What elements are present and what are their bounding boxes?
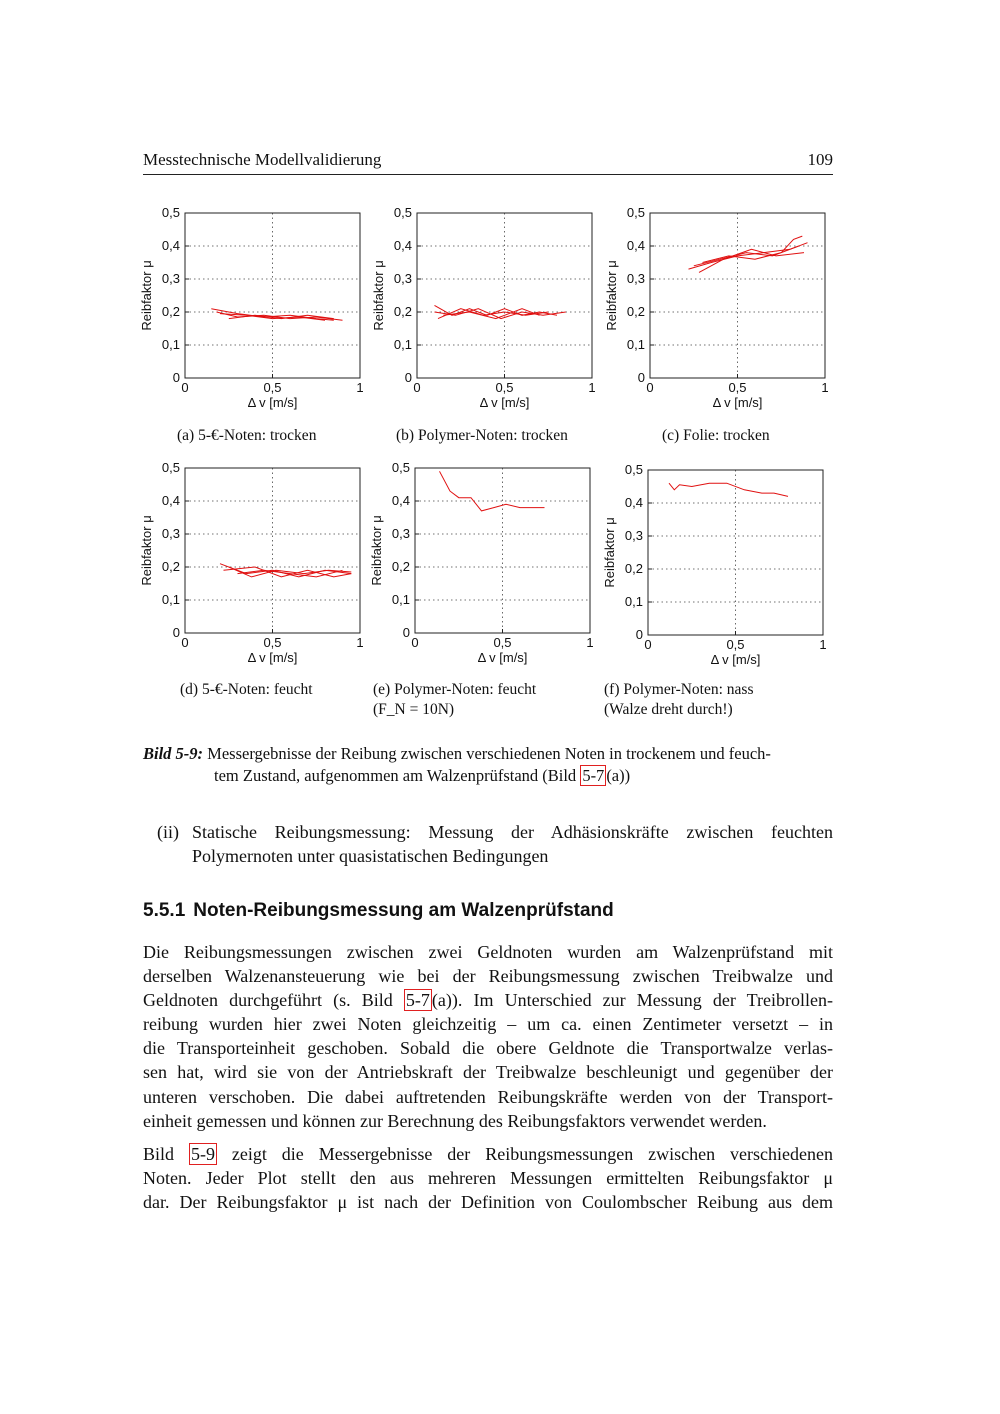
x-tick-label: 0 [644,637,652,652]
x-tick-label: 0,5 [726,637,745,652]
y-tick-label: 0,5 [161,460,180,475]
y-tick-label: 0 [637,370,645,385]
paragraph-line: einheit gemessen und können zur Berechnung des Reibungsfaktors verwendet werden. [143,1110,767,1131]
y-tick-label: 0 [404,370,412,385]
paragraph-line: unteren verschoben. Die dabei auftretenden Reibungskräfte werden von der Transport- [143,1086,833,1107]
y-tick-label: 0,2 [626,304,645,319]
y-axis-label: Reibfaktor μ [604,260,619,331]
x-tick-label: 0 [411,635,419,650]
paragraph-line [143,988,833,1012]
subcaption-d: (d) 5-€-Noten: feucht [180,681,313,698]
plot-a [140,203,375,418]
y-tick-label: 0,1 [624,594,643,609]
y-tick-label: 0,4 [161,238,180,253]
paragraph-text: Bild [143,1144,189,1164]
data-series-line [669,483,788,496]
y-tick-label: 0,4 [624,495,643,510]
subcaption-e: (e) Polymer-Noten: feucht [373,681,537,698]
x-tick-label: 1 [821,380,829,395]
y-axis-label: Reibfaktor μ [371,260,386,331]
figure-ref-link[interactable]: 5-7 [582,766,605,785]
paragraph-1 [143,940,833,1133]
figure-ref-link[interactable]: 5-9 [190,1144,215,1164]
y-tick-label: 0,1 [393,337,412,352]
y-tick-label: 0,2 [391,559,410,574]
plot-c [605,203,840,418]
y-axis-label: Reibfaktor μ [602,517,617,588]
y-tick-label: 0,3 [161,271,180,286]
y-tick-label: 0,1 [391,592,410,607]
x-tick-label: 1 [819,637,827,652]
y-tick-label: 0 [172,370,180,385]
plot-f [603,460,838,675]
y-tick-label: 0,3 [391,526,410,541]
y-tick-label: 0,5 [391,460,410,475]
y-axis-label: Reibfaktor μ [139,260,154,331]
section-heading [143,900,614,922]
x-tick-label: 0 [413,380,421,395]
y-tick-label: 0,5 [624,462,643,477]
y-tick-label: 0,4 [161,493,180,508]
subcaption-f-line2: (Walze dreht durch!) [604,701,733,718]
x-tick-label: 0,5 [263,380,282,395]
subcaption-f: (f) Polymer-Noten: nass [604,681,754,698]
x-axis-label: Δ v [m/s] [477,650,528,665]
paragraph-2 [143,1142,833,1214]
figure-caption [143,743,833,787]
y-tick-label: 0,2 [393,304,412,319]
subcaption-b: (b) Polymer-Noten: trocken [396,427,568,444]
data-series-line [440,471,545,511]
x-axis-label: Δ v [m/s] [247,650,298,665]
paragraph-text: Geldnoten durchgeführt (s. Bild [143,990,404,1011]
x-axis-label: Δ v [m/s] [247,395,298,410]
paragraph-line: dar. Der Reibungsfaktor μ ist nach der Definition von Coulombscher Reibung aus dem [143,1192,833,1213]
paragraph-line: Noten. Jeder Plot stellt den aus mehreren Messungen ermittelten Reibungsfaktor μ [143,1168,833,1189]
y-tick-label: 0,4 [626,238,645,253]
list-item-number: (ii) [157,822,179,842]
y-tick-label: 0,3 [626,271,645,286]
y-axis-label: Reibfaktor μ [139,515,154,586]
x-tick-label: 0,5 [263,635,282,650]
page-header [143,150,833,175]
data-series-line [689,243,808,269]
x-tick-label: 0,5 [493,635,512,650]
y-tick-label: 0,1 [161,592,180,607]
paragraph-line: derselben Walzenansteuerung wie bei der Reibungsmessung zwischen Treibwalze und [143,966,833,987]
y-tick-label: 0 [172,625,180,640]
plot-b [372,203,607,418]
x-axis-label: Δ v [m/s] [479,395,530,410]
y-tick-label: 0,5 [393,205,412,220]
y-tick-label: 0,3 [161,526,180,541]
y-tick-label: 0,2 [161,304,180,319]
plot-d [140,458,375,673]
paragraph-line: sen hat, wird sie von der Antriebskraft der Treibwalze beschleunigt und gegenüber der [143,1062,833,1083]
x-tick-label: 0 [181,380,189,395]
y-tick-label: 0,1 [161,337,180,352]
figure-label: Bild 5-9: [143,744,204,763]
figure-caption-line2: tem Zustand, aufgenommen am Walzenprüfstand (Bild [214,766,581,785]
x-axis-label: Δ v [m/s] [710,652,761,667]
y-tick-label: 0,4 [391,493,410,508]
y-tick-label: 0,3 [624,528,643,543]
x-tick-label: 1 [356,380,364,395]
y-axis-label: Reibfaktor μ [369,515,384,586]
x-tick-label: 0 [181,635,189,650]
paragraph-line [143,1142,833,1166]
section-title: Noten-Reibungsmessung am Walzenprüfstand [193,900,614,921]
x-tick-label: 0,5 [728,380,747,395]
y-tick-label: 0 [635,627,643,642]
paragraph-line: die Transporteinheit geschoben. Sobald die obere Geldnote die Transportwalze verlas- [143,1038,833,1059]
x-tick-label: 0 [646,380,654,395]
y-tick-label: 0,2 [624,561,643,576]
y-tick-label: 0,4 [393,238,412,253]
figure-ref-link[interactable]: 5-7 [405,990,430,1011]
y-tick-label: 0,5 [626,205,645,220]
paragraph-text: zeigt die Messergebnisse der Reibungsmessungen zwischen verschiedenen [216,1144,834,1164]
y-tick-label: 0,3 [393,271,412,286]
paragraph-text: (a)). Im Unterschied zur Messung der Treibrollen- [431,990,833,1011]
subcaption-e-line2: (F_N = 10N) [373,701,455,718]
section-number: 5.5.1 [143,900,186,921]
subcaption-a: (a) 5-€-Noten: trocken [177,427,317,444]
paragraph-line: reibung wurden hier zwei Noten gleichzeitig – um ca. einen Zentimeter versetzt – in [143,1014,833,1035]
figure-caption-line2-end: (a)) [606,766,631,785]
plot-e [370,458,605,673]
y-tick-label: 0,2 [161,559,180,574]
y-tick-label: 0 [402,625,410,640]
paragraph-line: Die Reibungsmessungen zwischen zwei Geldnoten wurden am Walzenprüfstand mit [143,942,833,962]
x-tick-label: 1 [356,635,364,650]
data-series-line [238,570,343,577]
list-item [157,820,833,868]
y-tick-label: 0,1 [626,337,645,352]
x-tick-label: 1 [588,380,596,395]
x-axis-label: Δ v [m/s] [712,395,763,410]
page-number: 109 [807,150,833,169]
figure-caption-line1: Messergebnisse der Reibung zwischen verschiedenen Noten in trockenem und feuch- [207,744,771,763]
list-item-text: Statische Reibungsmessung: Messung der Adhäsionskräfte zwischen feuchten Polymernoten unter quasistatischen Bedingungen [192,822,833,866]
running-title: Messtechnische Modellvalidierung [143,150,382,169]
subcaption-c: (c) Folie: trocken [662,427,770,444]
y-tick-label: 0,5 [161,205,180,220]
x-tick-label: 1 [586,635,594,650]
x-tick-label: 0,5 [495,380,514,395]
